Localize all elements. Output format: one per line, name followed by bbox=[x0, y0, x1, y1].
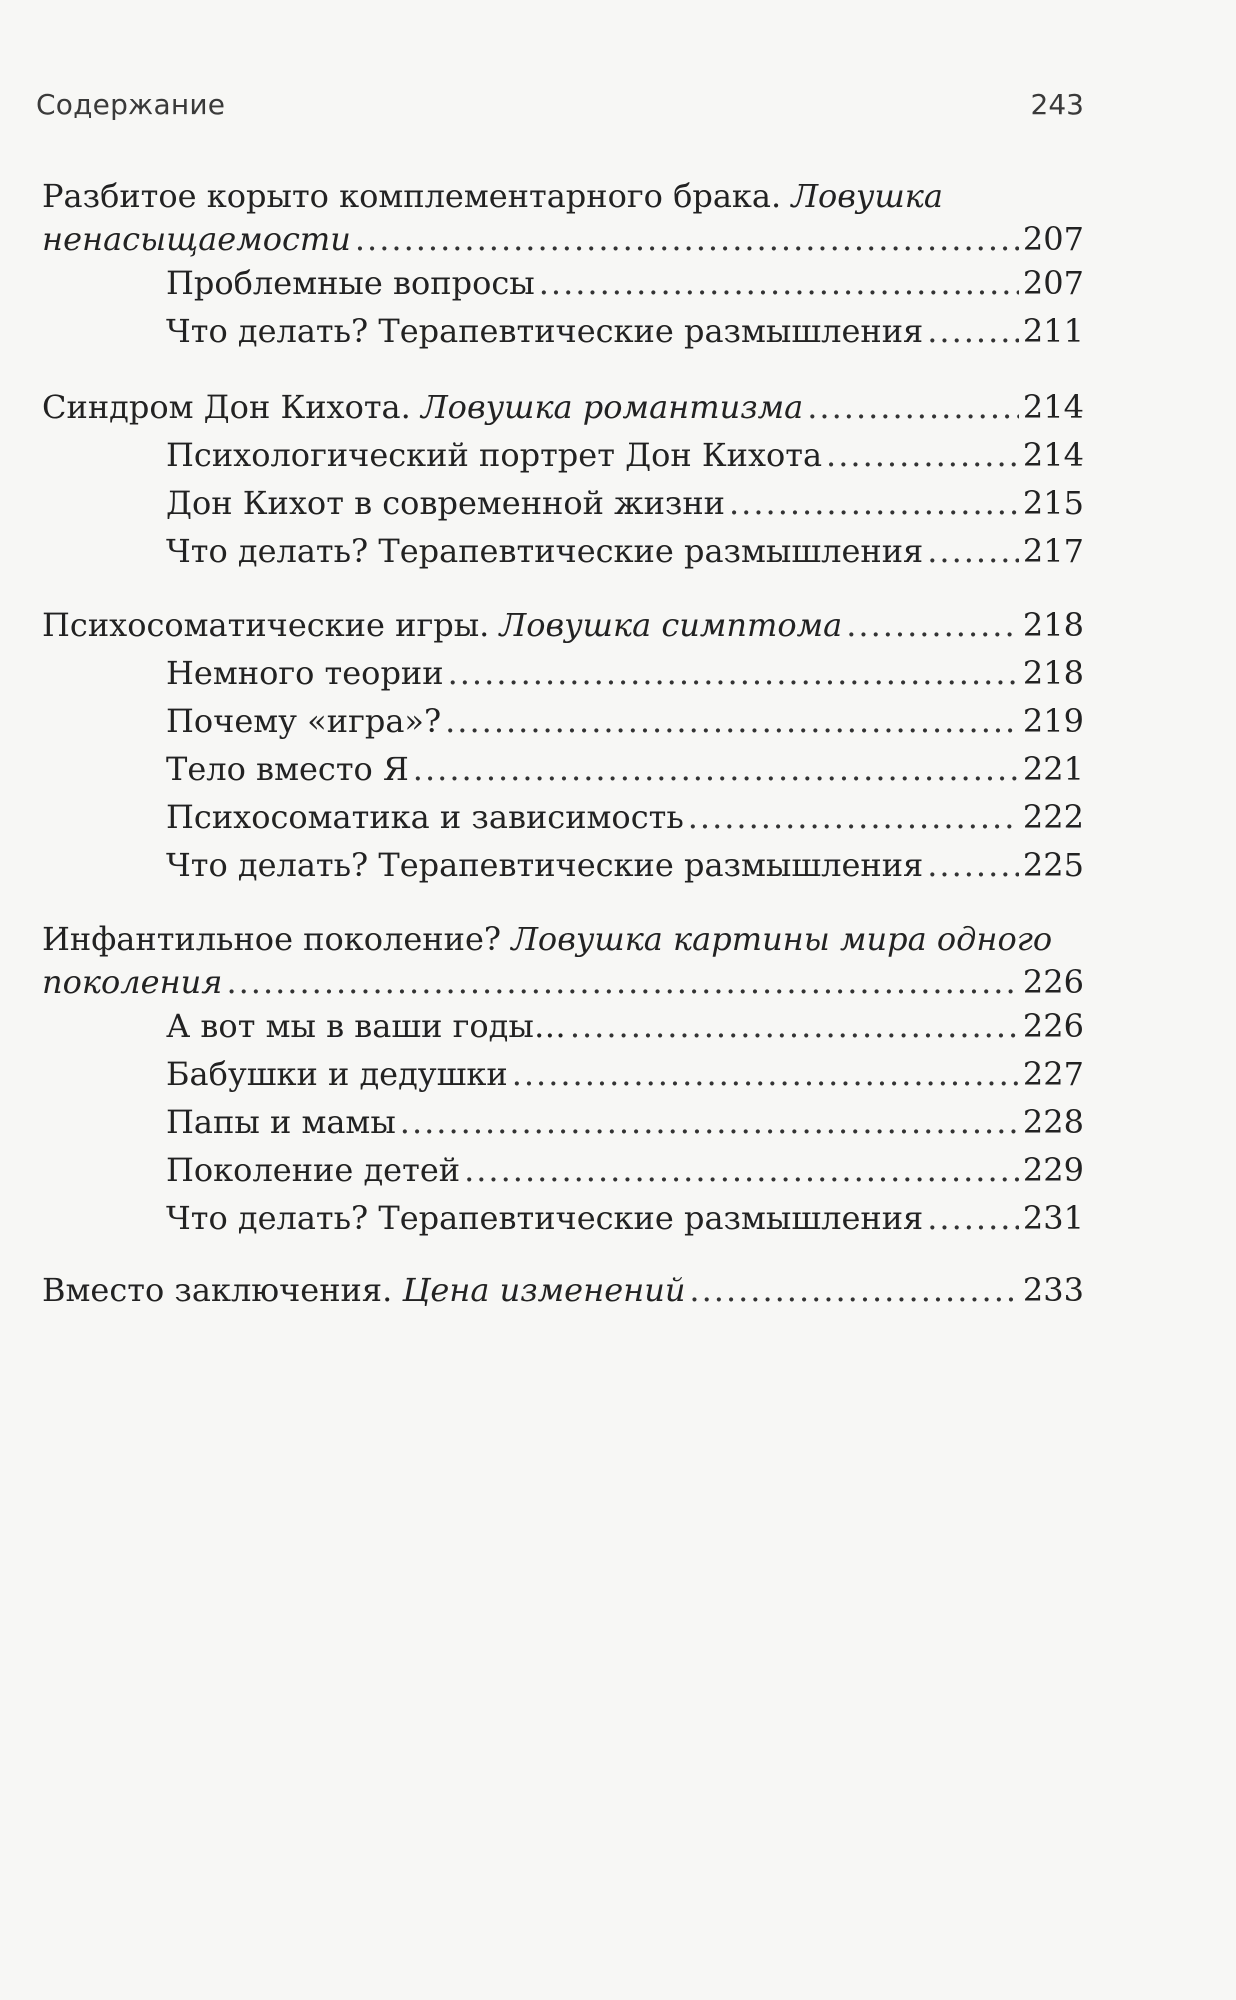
toc-page-number: 219 bbox=[1022, 702, 1084, 740]
toc-chapter-subtitle-cont: ненасыщаемости bbox=[42, 220, 351, 258]
toc-page-number: 226 bbox=[1022, 963, 1084, 1001]
toc-page-number: 226 bbox=[1022, 1007, 1084, 1045]
toc-row[interactable] bbox=[42, 259, 1084, 307]
toc-row[interactable] bbox=[42, 649, 1084, 697]
toc-chapter-title: Психосоматические игры. bbox=[42, 606, 490, 644]
toc-item-title: Что делать? Терапевтические размышления bbox=[166, 312, 924, 350]
toc-chapter bbox=[42, 915, 1084, 1242]
toc-page-number: 221 bbox=[1022, 750, 1084, 788]
toc-page-number: 207 bbox=[1022, 220, 1084, 258]
toc-chapter-title-line bbox=[42, 172, 1084, 215]
dot-leader bbox=[927, 841, 1019, 889]
toc-chapter bbox=[42, 1266, 1084, 1314]
toc-item-title: Что делать? Терапевтические размышления bbox=[166, 1199, 924, 1237]
toc-row[interactable] bbox=[42, 1050, 1084, 1098]
toc-row[interactable] bbox=[42, 697, 1084, 745]
toc-row[interactable] bbox=[42, 383, 1084, 431]
toc-chapter-subtitle: Ловушка романтизма bbox=[420, 388, 804, 426]
dot-leader bbox=[226, 958, 1018, 1006]
toc-chapter-title: Вместо заключения. bbox=[42, 1271, 393, 1309]
toc-chapter-subtitle: Ловушка bbox=[791, 177, 943, 215]
toc-chapter-title-line bbox=[42, 915, 1084, 958]
toc-row[interactable] bbox=[42, 1098, 1084, 1146]
toc-row[interactable] bbox=[42, 1146, 1084, 1194]
dot-leader bbox=[355, 215, 1019, 263]
toc-row[interactable] bbox=[42, 215, 1084, 259]
page-number: 243 bbox=[1030, 88, 1084, 121]
toc-page-number: 218 bbox=[1022, 654, 1084, 692]
toc-item-title: Бабушки и дедушки bbox=[166, 1055, 508, 1093]
toc-row[interactable] bbox=[42, 793, 1084, 841]
toc-page-number: 231 bbox=[1022, 1199, 1084, 1237]
toc-item-title: Психологический портрет Дон Кихота bbox=[166, 436, 823, 474]
running-header-title: Содержание bbox=[36, 88, 226, 121]
toc-page-number: 229 bbox=[1022, 1151, 1084, 1189]
toc-page-number: 217 bbox=[1022, 532, 1084, 570]
dot-leader bbox=[729, 479, 1019, 527]
dot-leader bbox=[448, 649, 1019, 697]
toc-row[interactable] bbox=[42, 1002, 1084, 1050]
dot-leader bbox=[927, 1194, 1019, 1242]
toc-chapter-title: Разбитое корыто комплементарного брака. bbox=[42, 177, 782, 215]
toc-page-number: 228 bbox=[1022, 1103, 1084, 1141]
toc-item-title: Что делать? Терапевтические размышления bbox=[166, 846, 924, 884]
toc-row[interactable] bbox=[42, 479, 1084, 527]
toc-row[interactable] bbox=[42, 745, 1084, 793]
toc-row[interactable] bbox=[42, 1266, 1084, 1314]
toc-item-title: Что делать? Терапевтические размышления bbox=[166, 532, 924, 570]
dot-leader bbox=[846, 601, 1019, 649]
toc-item-title: А вот мы в ваши годы… bbox=[166, 1007, 566, 1045]
toc-item-title: Психосоматика и зависимость bbox=[166, 798, 684, 836]
dot-leader bbox=[927, 307, 1019, 355]
table-of-contents bbox=[42, 172, 1084, 1314]
toc-page-number: 214 bbox=[1022, 436, 1084, 474]
toc-chapter bbox=[42, 383, 1084, 575]
dot-leader bbox=[539, 259, 1019, 307]
toc-item-title: Немного теории bbox=[166, 654, 444, 692]
toc-item-title: Проблемные вопросы bbox=[166, 264, 535, 302]
running-header bbox=[36, 88, 1084, 132]
dot-leader bbox=[400, 1098, 1019, 1146]
toc-chapter-title: Инфантильное поколение? bbox=[42, 920, 502, 958]
toc-page-number: 214 bbox=[1022, 388, 1084, 426]
toc-page-number: 225 bbox=[1022, 846, 1084, 884]
toc-page-number: 222 bbox=[1022, 798, 1084, 836]
toc-page-number: 233 bbox=[1022, 1271, 1084, 1309]
toc-row[interactable] bbox=[42, 527, 1084, 575]
dot-leader bbox=[689, 1266, 1019, 1314]
toc-row[interactable] bbox=[42, 307, 1084, 355]
toc-row[interactable] bbox=[42, 841, 1084, 889]
dot-leader bbox=[464, 1146, 1019, 1194]
dot-leader bbox=[570, 1002, 1019, 1050]
toc-item-title: Папы и мамы bbox=[166, 1103, 396, 1141]
toc-chapter-subtitle: Ловушка симптома bbox=[499, 606, 843, 644]
toc-chapter bbox=[42, 601, 1084, 889]
toc-chapter bbox=[42, 172, 1084, 355]
dot-leader bbox=[807, 383, 1019, 431]
toc-item-title: Почему «игра»? bbox=[166, 702, 442, 740]
toc-page-number: 207 bbox=[1022, 264, 1084, 302]
dot-leader bbox=[927, 527, 1019, 575]
toc-chapter-subtitle: Ловушка картины мира одного bbox=[511, 920, 1053, 958]
toc-page-number: 218 bbox=[1022, 606, 1084, 644]
toc-chapter-subtitle: Цена изменений bbox=[402, 1271, 686, 1309]
toc-page-number: 211 bbox=[1022, 312, 1084, 350]
dot-leader bbox=[826, 431, 1019, 479]
toc-row[interactable] bbox=[42, 1194, 1084, 1242]
toc-page-number: 215 bbox=[1022, 484, 1084, 522]
toc-item-title: Поколение детей bbox=[166, 1151, 461, 1189]
toc-chapter-subtitle-cont: поколения bbox=[42, 963, 223, 1001]
toc-chapter-title: Синдром Дон Кихота. bbox=[42, 388, 411, 426]
dot-leader bbox=[688, 793, 1019, 841]
dot-leader bbox=[413, 745, 1019, 793]
toc-page-number: 227 bbox=[1022, 1055, 1084, 1093]
toc-item-title: Тело вместо Я bbox=[166, 750, 409, 788]
toc-row[interactable] bbox=[42, 431, 1084, 479]
dot-leader bbox=[445, 697, 1019, 745]
dot-leader bbox=[512, 1050, 1019, 1098]
toc-row[interactable] bbox=[42, 601, 1084, 649]
toc-row[interactable] bbox=[42, 958, 1084, 1002]
toc-item-title: Дон Кихот в современной жизни bbox=[166, 484, 725, 522]
